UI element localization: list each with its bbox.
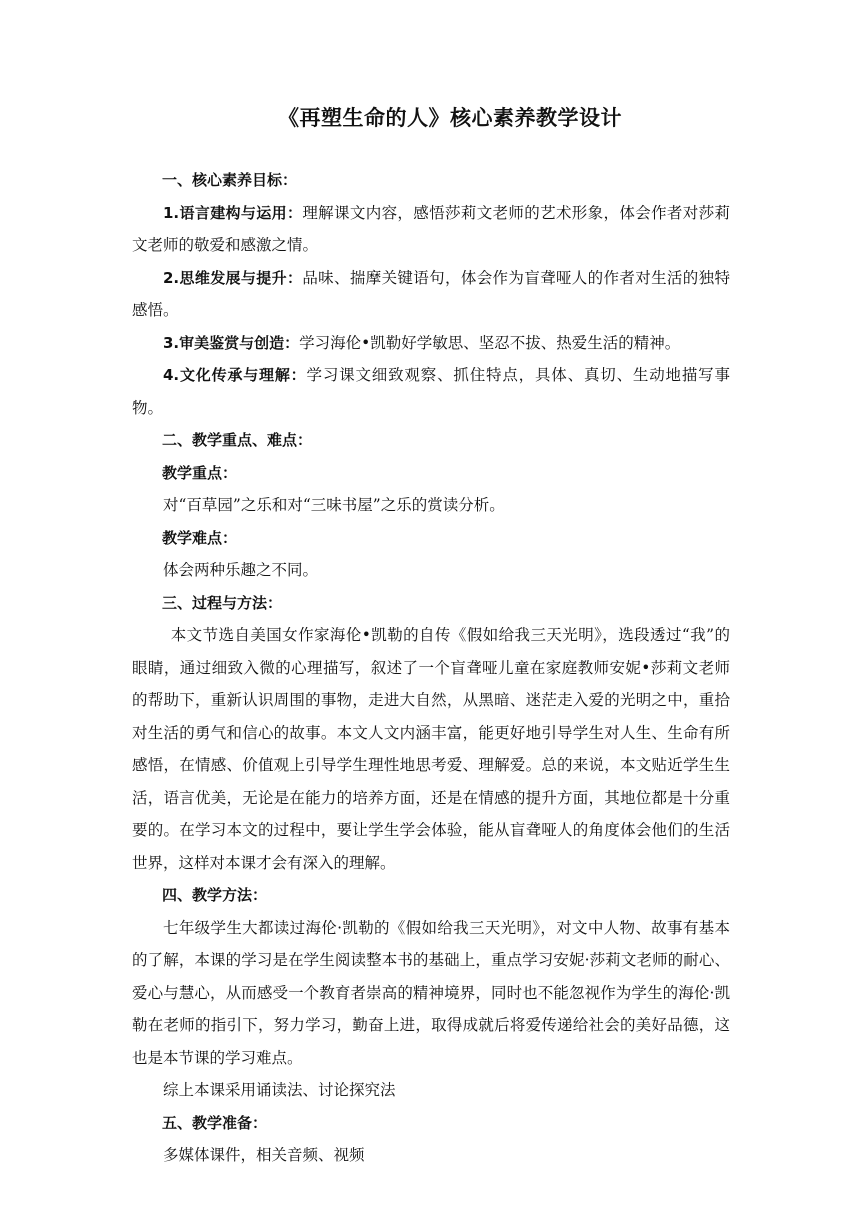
goal-item xyxy=(132,359,730,424)
methods-paragraph: 七年级学生大都读过海伦·凯勒的《假如给我三天光明》，对文中人物、故事有基本的了解，本课的学习是在学生阅读整本书的基础上，重点学习安妮·莎莉文老师的耐心、爱心与慧心，从而感受一个教育者崇高的精神境界，同时也不能忽视作为学生的海伦·凯勒在老师的指引下，努力学习，勤奋上进，取得成就后将爱传递给社会的美好品德，这也是本节课的学习难点。 xyxy=(132,918,730,1067)
goal-item xyxy=(132,327,730,360)
key-point-label: 教学重点： xyxy=(162,463,238,482)
document-body xyxy=(132,164,730,1172)
difficulty-label: 教学难点： xyxy=(162,528,238,547)
key-point-text: 对“百草园”之乐和对“三味书屋”之乐的赏读分析。 xyxy=(163,496,505,514)
section-heading-key-points: 二、教学重点、难点： xyxy=(162,431,313,449)
goal-text: 理解课文内容，感悟莎莉文老师的艺术形象，体会作者对莎莉文老师的敬爱和感激之情。 xyxy=(132,203,730,254)
goal-text: 品味、揣摩关键语句，体会作为盲聋哑人的作者对生活的独特感悟。 xyxy=(132,268,730,319)
methods-summary: 综上本课采用诵读法、讨论探究法 xyxy=(163,1081,396,1099)
goal-item xyxy=(132,197,730,262)
document-title: 《再塑生命的人》核心素养教学设计 xyxy=(278,106,622,130)
goal-label: 1.语言建构与运用： xyxy=(163,203,303,222)
section-heading-preparation: 五、教学准备： xyxy=(162,1113,268,1132)
goal-text: 学习海伦•凯勒好学敏思、坚忍不拔、热爱生活的精神。 xyxy=(299,333,681,352)
preparation-text: 多媒体课件，相关音频、视频 xyxy=(163,1146,365,1164)
section-heading-goals: 一、核心素养目标： xyxy=(162,171,298,189)
difficulty-text: 体会两种乐趣之不同。 xyxy=(163,561,319,579)
section-heading-methods: 四、教学方法： xyxy=(162,886,268,904)
section-heading-process: 三、过程与方法： xyxy=(162,593,283,612)
goal-label: 3.审美鉴赏与创造： xyxy=(163,333,300,352)
goal-item xyxy=(132,262,730,327)
goal-label: 4.文化传承与理解： xyxy=(163,366,307,384)
goal-label: 2.思维发展与提升： xyxy=(163,268,303,287)
goal-text: 学习课文细致观察、抓住特点，具体、真切、生动地描写事物。 xyxy=(132,366,730,417)
process-paragraph: 本文节选自美国女作家海伦•凯勒的自传《假如给我三天光明》，选段透过“我”的眼睛，通过细致入微的心理描写，叙述了一个盲聋哑儿童在家庭教师安妮•莎莉文老师的帮助下，重新认识周围的事物，走进大自然，从黑暗、迷茫走入爱的光明之中，重拾对生活的勇气和信心的故事。本文人文内涵丰富，能更好地引导学生对人生、生命有所感悟，在情感、价值观上引导学生理性地思考爱、理解爱。总的来说，本文贴近学生生活，语言优美，无论是在能力的培养方面，还是在情感的提升方面，其地位都是十分重要的。在学习本文的过程中，要让学生学会体验，能从盲聋哑人的角度体会他们的生活世界，这样对本课才会有深入的理解。 xyxy=(132,626,730,872)
